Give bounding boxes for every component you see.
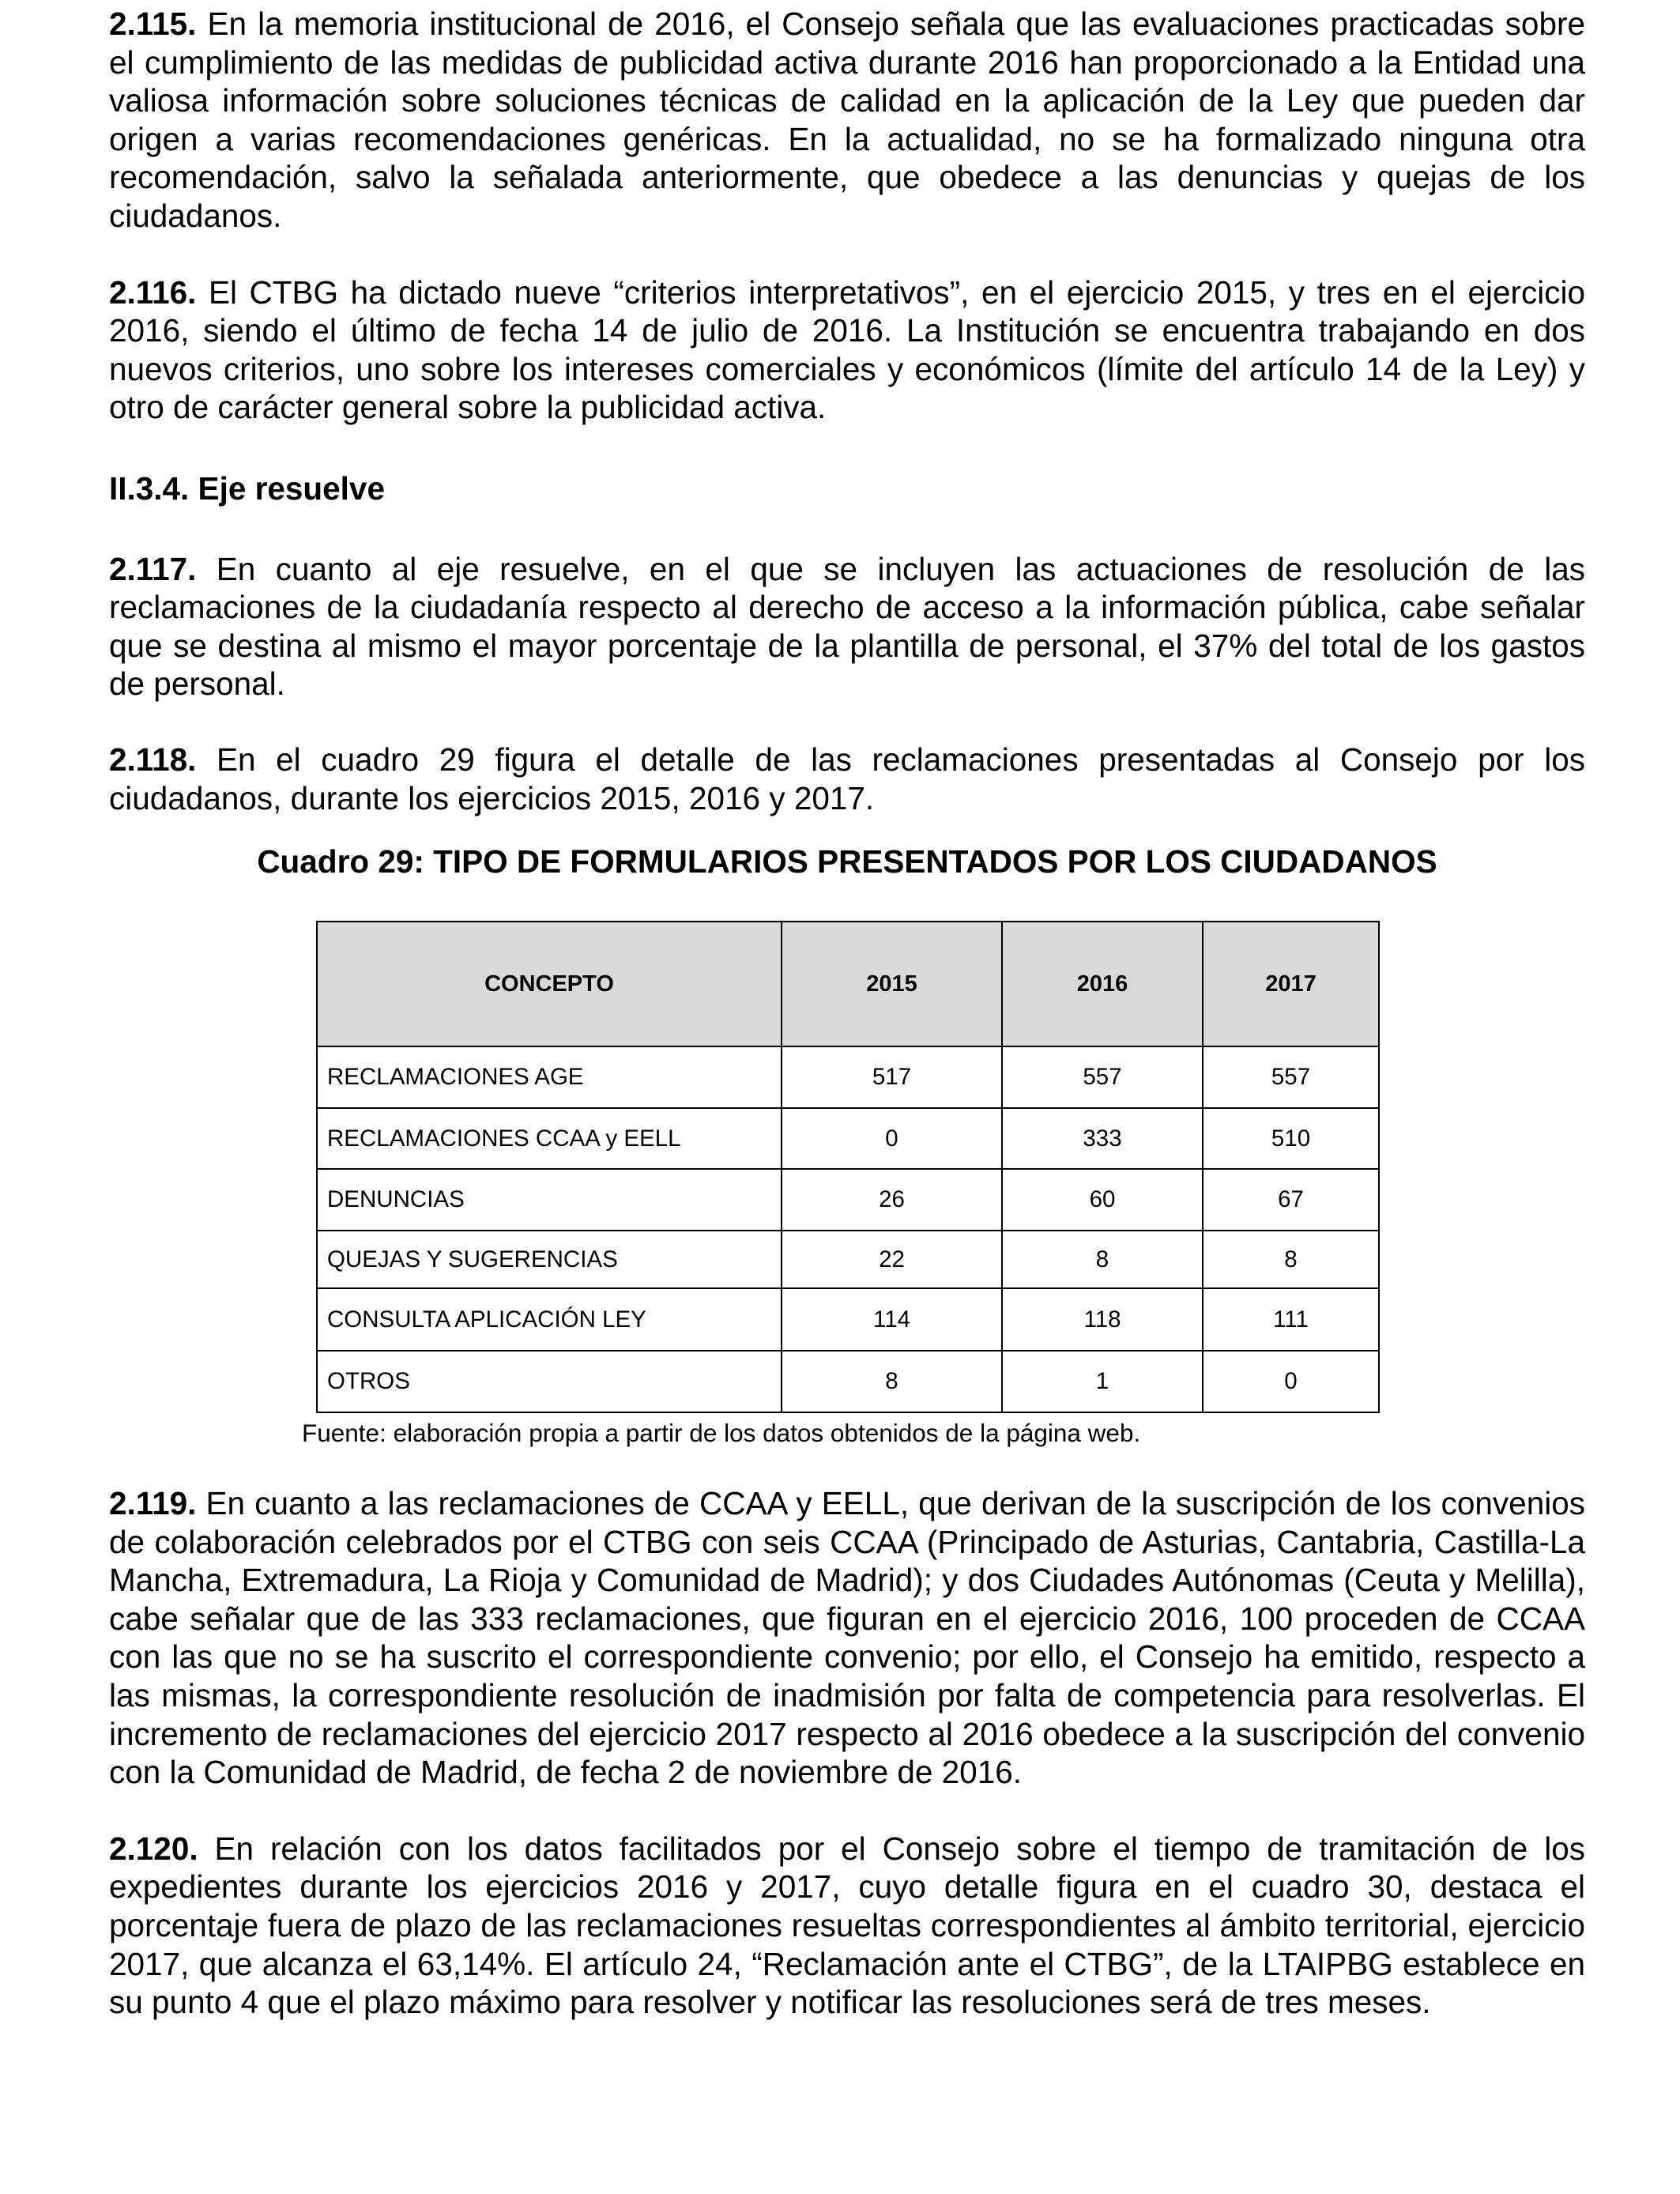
paragraph-2-120 xyxy=(109,1830,1585,2022)
forms-table xyxy=(316,921,1380,1413)
cell-2015: 26 xyxy=(782,1169,1002,1231)
paragraph-text: En la memoria institucional de 2016, el Consejo señala que las evaluaciones practicadas sobre el cumplimiento de las medidas de publicidad activa durante 2016 han proporcionado a la Entidad una valiosa información sobre soluciones técnicas de calidad en la aplicación de la Ley que pueden dar origen a varias recomendaciones genéricas. En la actualidad, no se ha formalizado ninguna otra recomendación, salvo la señalada anteriormente, que obedece a las denuncias y quejas de los ciudadanos. xyxy=(109,6,1585,234)
cell-concepto: RECLAMACIONES CCAA y EELL xyxy=(317,1108,782,1169)
paragraph-number: 2.115. xyxy=(109,6,197,42)
cell-2016: 60 xyxy=(1002,1169,1203,1231)
paragraph-text: En cuanto a las reclamaciones de CCAA y EELL, que derivan de la suscripción de los convenios de colaboración celebrados por el CTBG con seis CCAA (Principado de Asturias, Cantabria, Castilla-La Mancha, Extremadura, La Rioja y Comunidad de Madrid); y dos Ciudades Autónomas (Ceuta y Melilla), cabe señalar que de las 333 reclamaciones, que figuran en el ejercicio 2016, 100 proceden de CCAA con las que no se ha suscrito el correspondiente convenio; por ello, el Consejo ha emitido, respecto a las mismas, la correspondiente resolución de inadmisión por falta de competencia para resolverlas. El incremento de reclamaciones del ejercicio 2017 respecto al 2016 obedece a la suscripción del convenio con la Comunidad de Madrid, de fecha 2 de noviembre de 2016. xyxy=(109,1485,1585,1791)
paragraph-2-116 xyxy=(109,273,1585,427)
cell-2015: 517 xyxy=(782,1046,1002,1108)
table-header-row xyxy=(317,922,1379,1046)
paragraph-2-118 xyxy=(109,741,1585,817)
paragraph-2-115 xyxy=(109,5,1585,236)
paragraph-2-119 xyxy=(109,1484,1585,1792)
document-body-bottom xyxy=(109,1484,1585,2022)
paragraph-number: 2.117. xyxy=(109,550,197,587)
paragraph-number: 2.118. xyxy=(109,741,197,778)
cell-2017: 67 xyxy=(1203,1169,1379,1231)
paragraph-number: 2.120. xyxy=(109,1830,198,1867)
cell-2017: 111 xyxy=(1203,1288,1379,1351)
column-header-2016: 2016 xyxy=(1002,922,1203,1046)
table-row xyxy=(317,1351,1379,1412)
cell-concepto: CONSULTA APLICACIÓN LEY xyxy=(317,1288,782,1351)
cell-2017: 510 xyxy=(1203,1108,1379,1169)
cell-concepto: RECLAMACIONES AGE xyxy=(317,1046,782,1108)
cell-2016: 118 xyxy=(1002,1288,1203,1351)
paragraph-text: En el cuadro 29 figura el detalle de las reclamaciones presentadas al Consejo por los ciudadanos, durante los ejercicios 2015, 2016 y 2017. xyxy=(109,741,1585,816)
cell-2017: 557 xyxy=(1203,1046,1379,1108)
cell-2017: 8 xyxy=(1203,1231,1379,1288)
cell-concepto: OTROS xyxy=(317,1351,782,1412)
table-row xyxy=(317,1046,1379,1108)
paragraph-text: En cuanto al eje resuelve, en el que se incluyen las actuaciones de resolución de las reclamaciones de la ciudadanía respecto al derecho de acceso a la información pública, cabe señalar que se destina al mismo el mayor porcentaje de la plantilla de personal, el 37% del total de los gastos de personal. xyxy=(109,550,1585,703)
column-header-2015: 2015 xyxy=(782,922,1002,1046)
table-row xyxy=(317,1169,1379,1231)
section-heading: II.3.4. Eje resuelve xyxy=(109,469,385,507)
column-header-concepto: CONCEPTO xyxy=(317,922,782,1046)
table-row xyxy=(317,1108,1379,1169)
table-caption: Cuadro 29: TIPO DE FORMULARIOS PRESENTADOS POR LOS CIUDADANOS xyxy=(257,843,1437,880)
cell-2016: 8 xyxy=(1002,1231,1203,1288)
cell-2015: 114 xyxy=(782,1288,1002,1351)
paragraph-text: El CTBG ha dictado nueve “criterios interpretativos”, en el ejercicio 2015, y tres en el ejercicio 2016, siendo el último de fecha 14 de julio de 2016. La Institución se encuentra trabajando en dos nuevos criterios, uno sobre los intereses comerciales y económicos (límite del artículo 14 de la Ley) y otro de carácter general sobre la publicidad activa. xyxy=(109,273,1585,426)
paragraph-number: 2.116. xyxy=(109,273,197,311)
cell-2016: 1 xyxy=(1002,1351,1203,1412)
table-row xyxy=(317,1231,1379,1288)
cell-2016: 333 xyxy=(1002,1108,1203,1169)
cell-2017: 0 xyxy=(1203,1351,1379,1412)
cell-2015: 8 xyxy=(782,1351,1002,1412)
cell-concepto: DENUNCIAS xyxy=(317,1169,782,1231)
cell-2015: 22 xyxy=(782,1231,1002,1288)
paragraph-2-117 xyxy=(109,550,1585,703)
paragraph-number: 2.119. xyxy=(109,1485,197,1521)
paragraph-text: En relación con los datos facilitados por el Consejo sobre el tiempo de tramitación de los expedientes durante los ejercicios 2016 y 2017, cuyo detalle figura en el cuadro 30, destaca el porcentaje fuera de plazo de las reclamaciones resueltas correspondientes al ámbito territorial, ejercicio 2017, que alcanza el 63,14%. El artículo 24, “Reclamación ante el CTBG”, de la LTAIPBG establece en su punto 4 que el plazo máximo para resolver y notificar las resoluciones será de tres meses. xyxy=(109,1830,1585,2021)
cell-2016: 557 xyxy=(1002,1046,1203,1108)
cell-concepto: QUEJAS Y SUGERENCIAS xyxy=(317,1231,782,1288)
table-source-note: Fuente: elaboración propia a partir de los datos obtenidos de la página web. xyxy=(302,1419,1141,1447)
column-header-2017: 2017 xyxy=(1203,922,1379,1046)
table-container xyxy=(316,921,1378,1413)
table-row xyxy=(317,1288,1379,1351)
cell-2015: 0 xyxy=(782,1108,1002,1169)
document-body-top xyxy=(109,5,1585,817)
